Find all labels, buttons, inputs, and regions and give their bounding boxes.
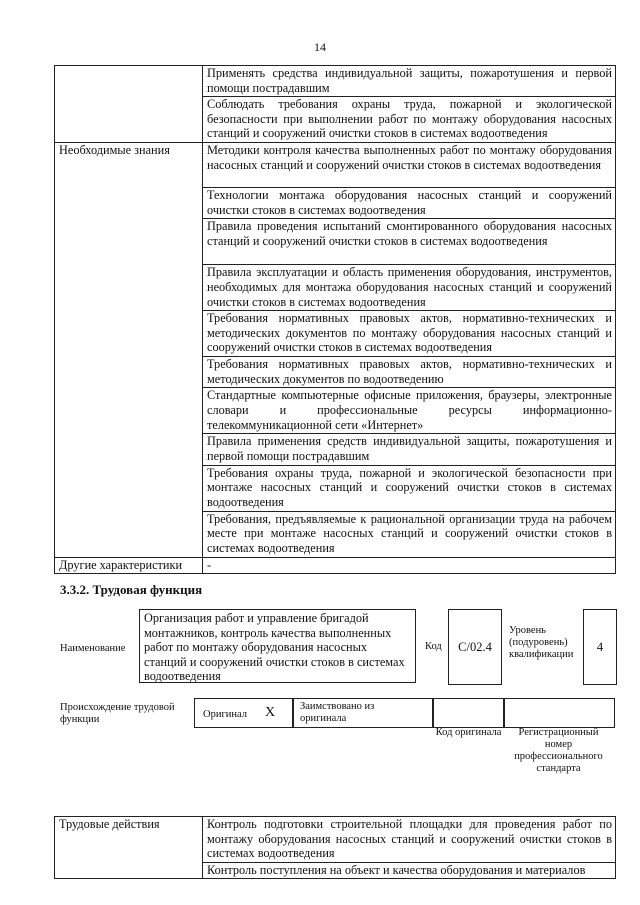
origin-borrowed-cell [293,698,433,728]
original-label: Оригинал [203,709,247,720]
row-text: Стандартные компьютерные офисные приложения, браузеры, электронные словари и профессиональные ресурсы информационно-телекоммуникационной сети «Интернет» [203,388,616,434]
table-row [55,557,616,574]
origin-original-cell [194,698,293,728]
row-text: Соблюдать требования охраны труда, пожарной и экологической безопасности при выполнении работ по монтажу оборудования насосных станций и сооружений очистки стоков в системах водоотведения [203,97,616,143]
table-row [55,66,616,97]
knowledge-label: Необходимые знания [55,143,203,557]
row-text: Правила применения средств индивидуальной защиты, пожаротушения и первой помощи пострадавшим [203,434,616,465]
section-title: 3.3.2. Трудовая функция [60,582,203,597]
knowledge-table [54,65,616,574]
row-text: Требования нормативных правовых актов, нормативно-технических и методических документов по водоотведению [203,357,616,388]
row-text: Требования нормативных правовых актов, нормативно-технических и методических документов по монтажу оборудования насосных станций и сооружений очистки стоков в системах водоотведения [203,311,616,357]
origin-reg-cell [504,698,615,728]
origin-label: Происхождение трудовой функции [60,702,175,725]
row-text: Требования охраны труда, пожарной и экологической безопасности при монтаже насосных станций и сооружений очистки стоков в системах водоотведения [203,465,616,511]
function-name: Организация работ и управление бригадой монтажников, контроль качества выполненных работ по монтажу оборудования насосных станций и сооружений очистки стоков в системах водоотведения [144,611,405,684]
code-value: С/02.4 [458,639,492,654]
reg-caption: Регистрационный номер профессионального стандарта [514,727,603,774]
code-label: Код [425,641,442,652]
level-value: 4 [596,639,604,654]
function-name-box [139,609,416,683]
row-text: Правила проведения испытаний смонтированного оборудования насосных станций и сооружений очистки стоков в системах водоотведения [203,219,616,265]
original-mark: X [265,705,276,720]
code-caption: Код оригинала [435,727,502,738]
row-text: - [203,557,616,574]
other-label: Другие характеристики [55,557,203,574]
table-row [55,143,616,188]
origin-code-cell [433,698,504,728]
row-text: Требования, предъявляемые к рациональной организации труда на рабочем месте при монтаже насосных станций и сооружений очистки стоков в системах водоотведения [203,511,616,557]
row-text: Технологии монтажа оборудования насосных станций и сооружений очистки стоков в системах водоотведения [203,188,616,219]
page-number: 14 [314,40,326,54]
row-text: Правила эксплуатации и область применения оборудования, инструментов, необходимых для монтажа оборудования насосных станций и сооружений очистки стоков в системах водоотведения [203,265,616,311]
row-label [55,66,203,143]
name-label: Наименование [60,643,126,654]
level-box [583,609,617,685]
code-box [448,609,502,685]
level-label: Уровень (подуровень) квалификации [509,625,574,660]
row-text: Методики контроля качества выполненных работ по монтажу оборудования насосных станций и сооружений очистки стоков в системах водоотведения [203,143,616,188]
row-text: Контроль подготовки строительной площадки для проведения работ по монтажу оборудования насосных станций и сооружений очистки стоков в системах водоотведения [203,817,616,863]
labor-actions-label: Трудовые действия [55,817,203,879]
row-text: Контроль поступления на объект и качества оборудования и материалов [203,862,616,879]
borrowed-label: Заимствовано из оригинала [300,701,375,724]
row-text: Применять средства индивидуальной защиты, пожаротушения и первой помощи пострадавшим [203,66,616,97]
labor-actions-table [54,816,616,879]
table-row [55,817,616,863]
